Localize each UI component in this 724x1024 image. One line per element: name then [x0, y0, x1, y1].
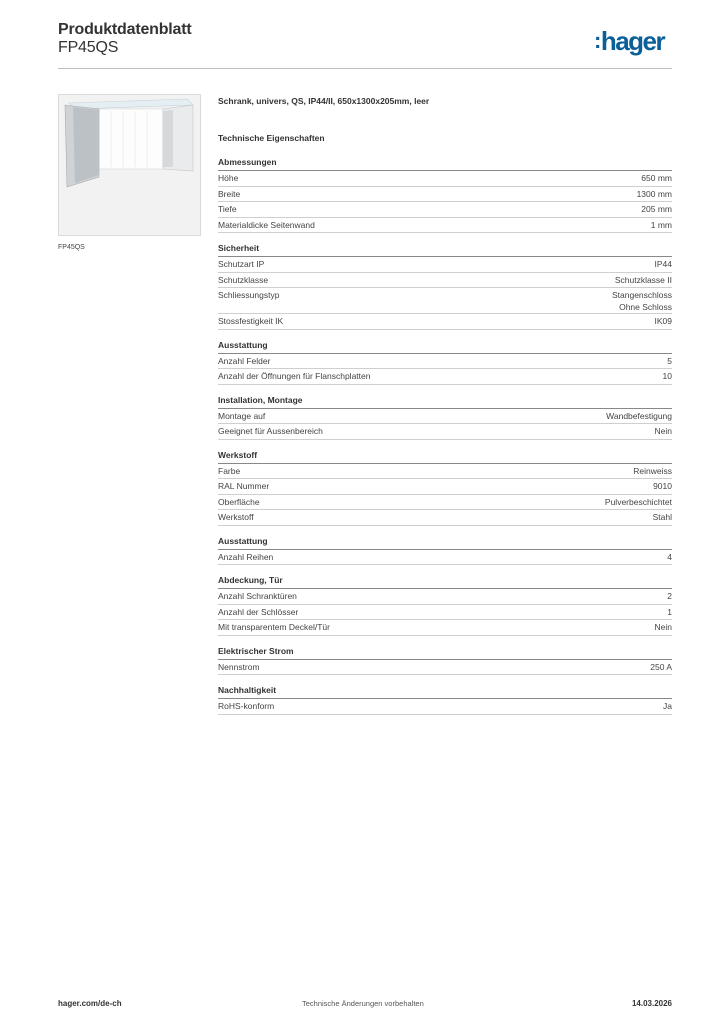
- property-value-line: 1 mm: [650, 219, 672, 230]
- property-value-line: Stahl: [652, 512, 672, 522]
- hager-logo: [594, 28, 664, 54]
- property-value: [663, 701, 672, 713]
- property-row: [218, 424, 672, 440]
- property-row: [218, 273, 672, 289]
- logo-dots: :: [594, 28, 600, 53]
- property-section: [218, 395, 672, 440]
- property-label: Nennstrom: [218, 661, 260, 672]
- image-caption: FP45QS: [58, 244, 85, 251]
- property-value-line: 250 A: [650, 661, 672, 672]
- property-section: [218, 646, 672, 676]
- property-label: Schutzklasse: [218, 274, 269, 285]
- property-row: [218, 354, 672, 370]
- property-row: [218, 314, 672, 330]
- property-label: Materialdicke Seitenwand: [218, 219, 315, 230]
- property-row: [218, 288, 672, 314]
- property-label: Schutzart IP: [218, 259, 265, 269]
- logo-text: hager: [600, 26, 665, 56]
- footer-notice: Technische Änderungen vorbehalten: [302, 999, 424, 1008]
- property-value-line: 1300 mm: [636, 188, 672, 199]
- property-row: [218, 699, 672, 715]
- property-label: Anzahl Schranktüren: [218, 591, 297, 601]
- property-value: [667, 591, 672, 603]
- property-label: Anzahl der Öffnungen für Flanschplatten: [218, 371, 371, 381]
- property-value: [653, 481, 672, 493]
- property-value-line: 4: [667, 551, 672, 562]
- property-value-line: Reinweiss: [633, 465, 672, 476]
- section-title: Elektrischer Strom: [218, 646, 672, 660]
- property-value-line: IK09: [654, 316, 672, 326]
- property-value-line: Nein: [654, 622, 672, 632]
- property-value: [633, 466, 672, 478]
- property-value: [641, 204, 672, 216]
- property-value-line: IP44: [654, 259, 672, 269]
- property-row: [218, 605, 672, 621]
- product-description: Schrank, univers, QS, IP44/II, 650x1300x205mm, leer: [218, 96, 430, 106]
- property-value: [605, 497, 672, 509]
- property-row: [218, 495, 672, 511]
- property-value: [663, 371, 672, 383]
- property-value: [641, 173, 672, 185]
- property-label: RAL Nummer: [218, 481, 270, 491]
- section-title: Abdeckung, Tür: [218, 575, 672, 589]
- property-label: Tiefe: [218, 204, 237, 214]
- property-value: [615, 275, 672, 287]
- property-section: [218, 575, 672, 636]
- property-value: [612, 290, 672, 313]
- property-value-line: Ohne Schloss: [619, 301, 672, 312]
- property-section: [218, 536, 672, 566]
- property-value: [655, 622, 672, 634]
- property-row: [218, 171, 672, 187]
- property-row: [218, 257, 672, 273]
- property-label: Werkstoff: [218, 512, 254, 522]
- properties-title: Technische Eigenschaften: [218, 133, 325, 143]
- property-value: [650, 662, 672, 674]
- section-title: Ausstattung: [218, 340, 672, 354]
- property-section: [218, 450, 672, 526]
- section-title: Installation, Montage: [218, 395, 672, 409]
- property-row: [218, 218, 672, 234]
- property-label: Anzahl Reihen: [218, 551, 274, 562]
- property-value-line: 10: [662, 371, 672, 381]
- section-title: Werkstoff: [218, 450, 672, 464]
- property-value: [655, 426, 672, 438]
- footer-date: 14.03.2026: [631, 999, 672, 1008]
- property-value-line: Stangenschloss: [611, 290, 672, 300]
- property-value-line: 9010: [653, 481, 672, 491]
- property-value-line: 650 mm: [641, 173, 672, 183]
- property-value-line: 2: [667, 591, 672, 601]
- property-row: [218, 660, 672, 676]
- property-value-line: 5: [667, 355, 672, 366]
- property-label: Montage auf: [218, 410, 266, 421]
- property-label: Anzahl Felder: [218, 355, 271, 366]
- page-title: Produktdatenblatt: [58, 21, 192, 38]
- property-label: RoHS-konform: [218, 701, 275, 711]
- property-value-line: Schutzklasse II: [614, 274, 672, 285]
- property-value-line: Pulverbeschichtet: [604, 496, 672, 507]
- property-row: [218, 550, 672, 566]
- property-value: [655, 259, 673, 271]
- property-row: [218, 369, 672, 385]
- property-label: Geeignet für Aussenbereich: [218, 426, 323, 436]
- property-row: [218, 620, 672, 636]
- property-label: Farbe: [218, 465, 241, 476]
- section-title: Ausstattung: [218, 536, 672, 550]
- property-row: [218, 464, 672, 480]
- property-value-line: 205 mm: [641, 204, 672, 214]
- property-label: Breite: [218, 188, 241, 199]
- property-value: [653, 512, 672, 524]
- cabinet-illustration: [59, 95, 200, 235]
- datasheet-body: [218, 96, 672, 725]
- property-value: [637, 189, 672, 201]
- section-title: Sicherheit: [218, 243, 672, 257]
- section-title: Nachhaltigkeit: [218, 685, 672, 699]
- property-section: [218, 685, 672, 715]
- property-value: [667, 607, 672, 619]
- product-code: FP45QS: [58, 39, 119, 56]
- property-label: Mit transparentem Deckel/Tür: [218, 622, 330, 632]
- property-row: [218, 479, 672, 495]
- property-row: [218, 187, 672, 203]
- property-label: Stossfestigkeit IK: [218, 316, 284, 326]
- property-row: [218, 409, 672, 425]
- property-value: [667, 356, 672, 368]
- property-section: [218, 157, 672, 233]
- property-sections: [218, 157, 672, 715]
- property-value: [655, 316, 673, 328]
- property-value-line: Wandbefestigung: [606, 410, 672, 421]
- property-value: [606, 411, 672, 423]
- property-value: [651, 220, 672, 232]
- property-value-line: Nein: [654, 426, 672, 436]
- property-row: [218, 202, 672, 218]
- property-label: Schliessungstyp: [218, 290, 280, 300]
- property-value-line: 1: [667, 606, 672, 617]
- property-value-line: Ja: [663, 701, 672, 711]
- property-label: Oberfläche: [218, 496, 260, 507]
- product-image: [58, 94, 201, 236]
- header-divider: [58, 68, 672, 69]
- footer-website[interactable]: hager.com/de-ch: [58, 999, 122, 1008]
- property-row: [218, 510, 672, 526]
- property-section: [218, 243, 672, 330]
- property-label: Anzahl der Schlösser: [218, 606, 299, 617]
- section-title: Abmessungen: [218, 157, 672, 171]
- property-label: Höhe: [218, 173, 239, 183]
- property-value: [667, 552, 672, 564]
- property-section: [218, 340, 672, 385]
- property-row: [218, 589, 672, 605]
